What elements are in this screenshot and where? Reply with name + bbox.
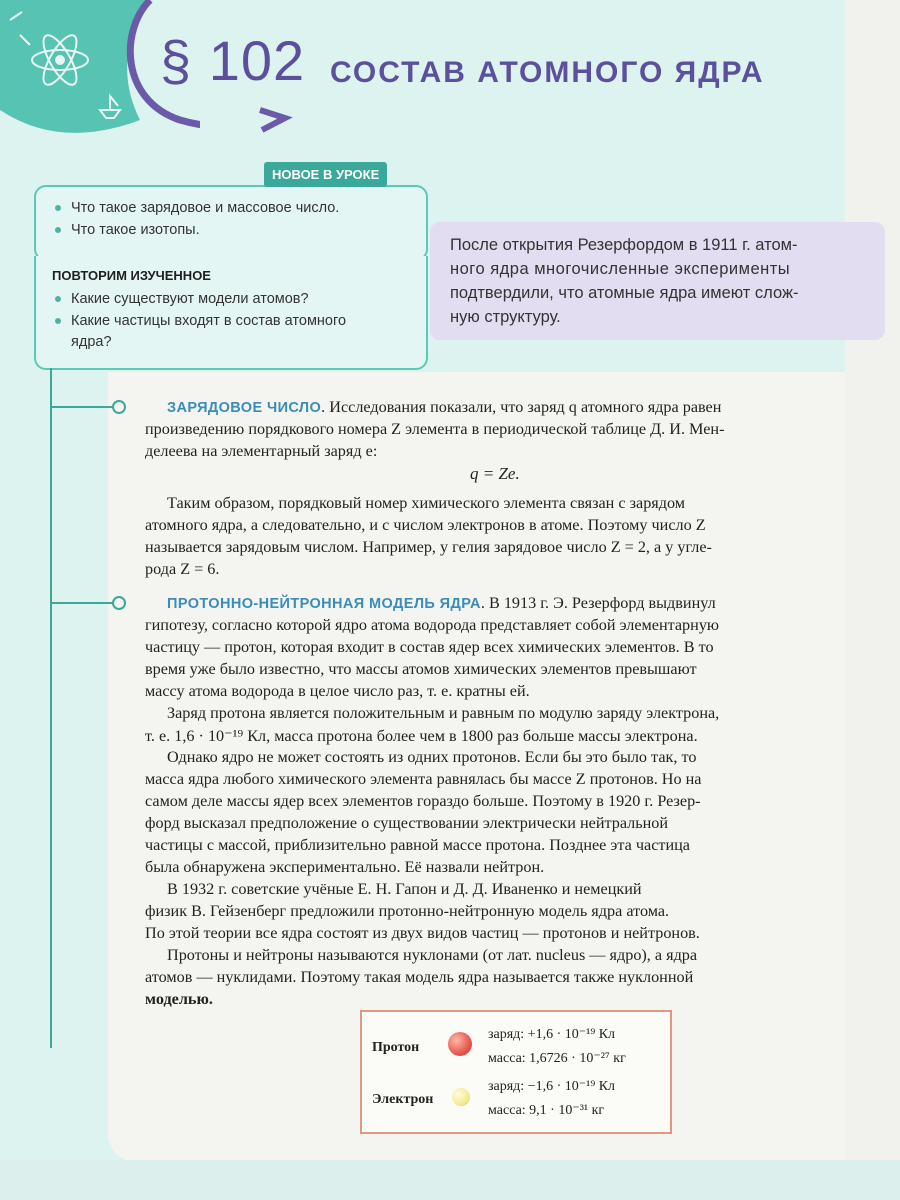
arrow-icon [240, 100, 300, 140]
electron-mass: масса: 9,1 · 10⁻³¹ кг [488, 1103, 605, 1118]
paragraph-line: частицы с массой, приблизительно равной массе протона. Позднее эта частица [145, 836, 690, 854]
paragraph-line: самом деле массы ядер всех элементов гораздо больше. Поэтому в 1920 г. Резер- [145, 792, 701, 810]
paragraph-line: атомного ядра, а следовательно, и с числом электронов в атоме. Поэтому число Z [145, 516, 706, 534]
timeline-branch [50, 406, 114, 408]
paragraph-line: Однако ядро не может состоять из одних протонов. Если бы это было так, то [167, 748, 697, 766]
paragraph-line: произведению порядкового номера Z элемента в периодической таблице Д. И. Мен- [145, 420, 725, 438]
particle-table [360, 1010, 672, 1134]
list-item: Какие существуют модели атомов? [55, 291, 309, 307]
proton-charge: заряд: +1,6 · 10⁻¹⁹ Кл [488, 1027, 616, 1042]
section-title: СОСТАВ АТОМНОГО ЯДРА [330, 56, 765, 89]
paragraph-line: Заряд протона является положительным и равным по модулю заряду электрона, [167, 704, 720, 722]
timeline-line [50, 368, 52, 1048]
timeline-branch [50, 602, 114, 604]
timeline-node [112, 400, 126, 414]
list-item: Какие частицы входят в состав атомного [55, 313, 346, 329]
proton-ball-icon [448, 1032, 472, 1056]
electron-ball-icon [452, 1088, 470, 1106]
formula: q = Ze. [470, 464, 520, 483]
paragraph-line: Протоны и нейтроны называются нуклонами (от лат. nucleus — ядро), а ядра [167, 946, 698, 964]
right-margin [845, 0, 900, 1200]
paragraph-line: частицу — протон, которая входит в состав ядер всех химических элементов. В то [145, 638, 714, 656]
paragraph-line: массу атома водорода в целое число раз, т. е. кратны ей. [145, 682, 530, 700]
paragraph-line: физик В. Гейзенберг предложили протонно-нейтронную модель ядра атома. [145, 902, 670, 920]
list-item-continuation: ядра? [71, 334, 112, 350]
paragraph-line: масса ядра любого химического элемента равнялась бы массе Z протонов. Но на [145, 770, 702, 788]
paragraph-line: ПРОТОННО-НЕЙТРОННАЯ МОДЕЛЬ ЯДРА. В 1913 г. Э. Резерфорд выдвинул [167, 594, 716, 612]
new-in-lesson-tag: НОВОЕ В УРОКЕ [264, 162, 387, 187]
section-heading: ПРОТОННО-НЕЙТРОННАЯ МОДЕЛЬ ЯДРА [167, 596, 481, 612]
paragraph-line: т. е. 1,6 · 10⁻¹⁹ Кл, масса протона более чем в 1800 раз больше массы электрона. [145, 727, 698, 745]
section-number: § 102 [160, 29, 306, 92]
paragraph-line: моделью. [145, 990, 213, 1008]
intro-panel [430, 222, 885, 340]
paragraph-line: атомов — нуклидами. Поэтому такая модель ядра называется также нуклонной [145, 968, 694, 986]
paragraph-line: рода Z = 6. [145, 560, 220, 578]
review-heading: ПОВТОРИМ ИЗУЧЕННОЕ [52, 268, 211, 283]
timeline-node [112, 596, 126, 610]
paragraph-line: Таким образом, порядковый номер химического элемента связан с зарядом [167, 494, 685, 512]
paragraph-line: гипотезу, согласно которой ядро атома водорода представляет собой элементарную [145, 616, 720, 634]
section-heading: ЗАРЯДОВОЕ ЧИСЛО [167, 400, 322, 416]
paragraph-line: время уже было известно, что массы атомов химических элементов превышают [145, 660, 697, 678]
proton-mass: масса: 1,6726 · 10⁻²⁷ кг [488, 1051, 626, 1066]
list-item: Что такое изотопы. [55, 222, 200, 238]
list-item: Что такое зарядовое и массовое число. [55, 200, 339, 216]
bottom-band [0, 1160, 900, 1200]
electron-label: Электрон [372, 1092, 434, 1107]
electron-charge: заряд: −1,6 · 10⁻¹⁹ Кл [488, 1079, 616, 1094]
paragraph-line: В 1932 г. советские учёные Е. Н. Гапон и Д. Д. Иваненко и немецкий [167, 880, 642, 898]
proton-label: Протон [372, 1040, 420, 1055]
paragraph-line: делеева на элементарный заряд e: [145, 442, 378, 460]
paragraph-line: называется зарядовым числом. Например, у гелия зарядовое число Z = 2, а у угле- [145, 538, 712, 556]
intro-line: После открытия Резерфордом в 1911 г. атом- [450, 236, 798, 254]
paragraph-line: По этой теории все ядра состоят из двух видов частиц — протонов и нейтронов. [145, 924, 700, 942]
intro-line: ного ядра многочисленные эксперименты [450, 260, 791, 278]
intro-line: подтвердили, что атомные ядра имеют слож- [450, 284, 799, 302]
paragraph-line: форд высказал предположение о существовании электрически нейтральной [145, 814, 669, 832]
intro-line: ную структуру. [450, 308, 561, 326]
paragraph-line: ЗАРЯДОВОЕ ЧИСЛО. Исследования показали, что заряд q атомного ядра равен [167, 398, 722, 416]
paragraph-line: была обнаружена экспериментально. Её назвали нейтрон. [145, 858, 545, 876]
